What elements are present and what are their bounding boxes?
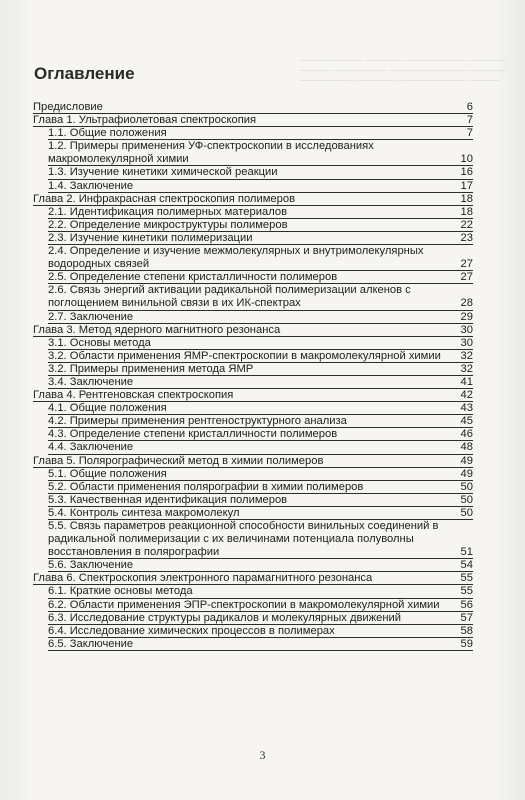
toc-entry-title: 4.1. Общие положения: [48, 402, 449, 415]
toc-entry-page: 32: [460, 362, 473, 375]
toc-entry-title: 2.7. Заключение: [48, 311, 449, 324]
toc-entry-title: Глава 3. Метод ядерного магнитного резонанса: [33, 324, 449, 337]
toc-entry-title: 1.3. Изучение кинетики химической реакции: [48, 166, 449, 179]
toc-entry-page: 41: [460, 375, 473, 388]
toc-entry-title: 5.5. Связь параметров реакционной способности винильных соединений в радикальной полимеризации с их величинами потенциала полуволны восстановления в полярографии: [48, 520, 449, 559]
toc-entry-title: 2.3. Изучение кинетики полимеризации: [48, 232, 449, 245]
toc-section-entry: [33, 140, 473, 166]
toc-entry-page: 57: [460, 611, 473, 624]
toc-entry-title: 6.4. Исследование химических процессов в полимерах: [48, 625, 449, 638]
toc-section-entry: [33, 363, 473, 376]
toc-entry-title: 2.2. Определение микроструктуры полимеров: [48, 219, 449, 232]
toc-entry-page: 22: [460, 218, 473, 231]
toc-entry-page: 18: [460, 192, 473, 205]
toc-chapter-entry: [33, 101, 473, 114]
toc-section-entry: [33, 337, 473, 350]
toc-section-entry: [33, 271, 473, 284]
page-title: Оглавление: [34, 64, 135, 83]
toc-section-entry: [33, 402, 473, 415]
toc-entry-page: 17: [460, 179, 473, 192]
toc-entry-title: 6.2. Области применения ЭПР-спектроскопии в макромолекулярной химии: [48, 599, 449, 612]
toc-entry-title: 5.6. Заключение: [48, 559, 449, 572]
toc-entry-page: 49: [460, 454, 473, 467]
toc-entry-page: 43: [460, 402, 473, 415]
toc-entry-title: 3.4. Заключение: [48, 376, 449, 389]
toc-entry-page: 56: [460, 598, 473, 611]
bleed-through-text: ─────────── ─────── ─────────── ────── ────── ───────── ───────────── ─────── ───────── ──────── ──────────── ─────: [300, 56, 506, 85]
toc-entry-title: Глава 4. Рентгеновская спектроскопия: [33, 389, 449, 402]
toc-section-entry: [33, 350, 473, 363]
toc-entry-page: 59: [460, 637, 473, 650]
toc-entry-title: 6.1. Краткие основы метода: [48, 585, 449, 598]
toc-entry-title: 3.2. Области применения ЯМР-спектроскопии в макромолекулярной химии: [48, 350, 449, 363]
toc-entry-title: 3.2. Примеры применения метода ЯМР: [48, 363, 449, 376]
toc-entry-title: 1.2. Примеры применения УФ-спектроскопии в исследованиях макромолекулярной химии: [48, 140, 449, 166]
toc-entry-title: 6.5. Заключение: [48, 638, 449, 651]
toc-entry-page: 32: [460, 349, 473, 362]
toc-section-entry: [33, 638, 473, 651]
toc-entry-page: 27: [460, 271, 473, 284]
toc-entry-page: 58: [460, 624, 473, 637]
toc-entry-page: 7: [466, 114, 473, 127]
toc-entry-page: 50: [460, 493, 473, 506]
toc-entry-page: 30: [460, 323, 473, 336]
toc-entry-page: 46: [460, 428, 473, 441]
toc-section-entry: [33, 415, 473, 428]
toc-section-entry: [33, 441, 473, 454]
toc-chapter-entry: [33, 455, 473, 468]
toc-entry-title: Предисловие: [33, 101, 449, 114]
toc-chapter-entry: [33, 389, 473, 402]
toc-section-entry: [33, 481, 473, 494]
toc-entry-title: 2.5. Определение степени кристалличности полимеров: [48, 271, 449, 284]
toc-entry-title: 4.2. Примеры применения рентгеноструктурного анализа: [48, 415, 449, 428]
toc-section-entry: [33, 520, 473, 559]
table-of-contents: [33, 101, 473, 651]
toc-section-entry: [33, 494, 473, 507]
toc-entry-page: 42: [460, 389, 473, 402]
toc-section-entry: [33, 180, 473, 193]
toc-entry-title: 5.2. Области применения полярографии в химии полимеров: [48, 481, 449, 494]
toc-entry-page: 49: [460, 467, 473, 480]
toc-entry-page: 55: [460, 572, 473, 585]
toc-entry-page: 48: [460, 441, 473, 454]
toc-entry-page: 55: [460, 585, 473, 598]
toc-section-entry: [33, 284, 473, 310]
toc-entry-page: 28: [460, 297, 473, 310]
toc-section-entry: [33, 428, 473, 441]
toc-entry-page: 50: [460, 506, 473, 519]
toc-entry-title: 2.1. Идентификация полимерных материалов: [48, 206, 449, 219]
toc-entry-title: Глава 6. Спектроскопия электронного парамагнитного резонанса: [33, 572, 449, 585]
toc-entry-title: 5.4. Контроль синтеза макромолекул: [48, 507, 449, 520]
toc-section-entry: [33, 219, 473, 232]
toc-entry-title: 2.4. Определение и изучение межмолекулярных и внутримолекулярных водородных связей: [48, 245, 449, 271]
toc-entry-title: 6.3. Исследование структуры радикалов и молекулярных движений: [48, 612, 449, 625]
toc-chapter-entry: [33, 572, 473, 585]
toc-section-entry: [33, 585, 473, 598]
toc-section-entry: [33, 376, 473, 389]
toc-section-entry: [33, 612, 473, 625]
toc-entry-title: 5.3. Качественная идентификация полимеров: [48, 494, 449, 507]
toc-section-entry: [33, 245, 473, 271]
toc-entry-page: 6: [466, 101, 473, 113]
toc-entry-page: 51: [460, 546, 473, 559]
toc-section-entry: [33, 468, 473, 481]
toc-chapter-entry: [33, 324, 473, 337]
toc-entry-page: 10: [460, 153, 473, 166]
toc-entry-title: 4.4. Заключение: [48, 441, 449, 454]
toc-entry-title: 3.1. Основы метода: [48, 337, 449, 350]
toc-entry-title: 1.4. Заключение: [48, 180, 449, 193]
toc-chapter-entry: [33, 193, 473, 206]
page-number: 3: [259, 748, 266, 762]
toc-entry-title: Глава 2. Инфракрасная спектроскопия полимеров: [33, 193, 449, 206]
toc-entry-title: 4.3. Определение степени кристалличности полимеров: [48, 428, 449, 441]
toc-section-entry: [33, 206, 473, 219]
toc-entry-page: 27: [460, 258, 473, 271]
toc-entry-page: 54: [460, 559, 473, 572]
toc-section-entry: [33, 559, 473, 572]
toc-entry-title: 2.6. Связь энергий активации радикальной полимеризации алкенов с поглощением винильной связи в их ИК-спектрах: [48, 284, 449, 310]
toc-section-entry: [33, 507, 473, 520]
toc-entry-page: 23: [460, 231, 473, 244]
toc-entry-title: 1.1. Общие положения: [48, 127, 449, 140]
toc-section-entry: [33, 166, 473, 179]
toc-entry-title: Глава 5. Полярографический метод в химии полимеров: [33, 455, 449, 468]
toc-entry-title: 5.1. Общие положения: [48, 468, 449, 481]
toc-entry-page: 7: [466, 127, 473, 140]
toc-section-entry: [33, 127, 473, 140]
toc-section-entry: [33, 311, 473, 324]
toc-entry-page: 30: [460, 336, 473, 349]
toc-section-entry: [33, 232, 473, 245]
toc-section-entry: [33, 599, 473, 612]
toc-entry-page: 16: [460, 166, 473, 179]
toc-section-entry: [33, 625, 473, 638]
toc-entry-page: 50: [460, 480, 473, 493]
toc-entry-page: 18: [460, 205, 473, 218]
toc-entry-title: Глава 1. Ультрафиолетовая спектроскопия: [33, 114, 449, 127]
toc-chapter-entry: [33, 114, 473, 127]
toc-entry-page: 45: [460, 415, 473, 428]
toc-entry-page: 29: [460, 310, 473, 323]
